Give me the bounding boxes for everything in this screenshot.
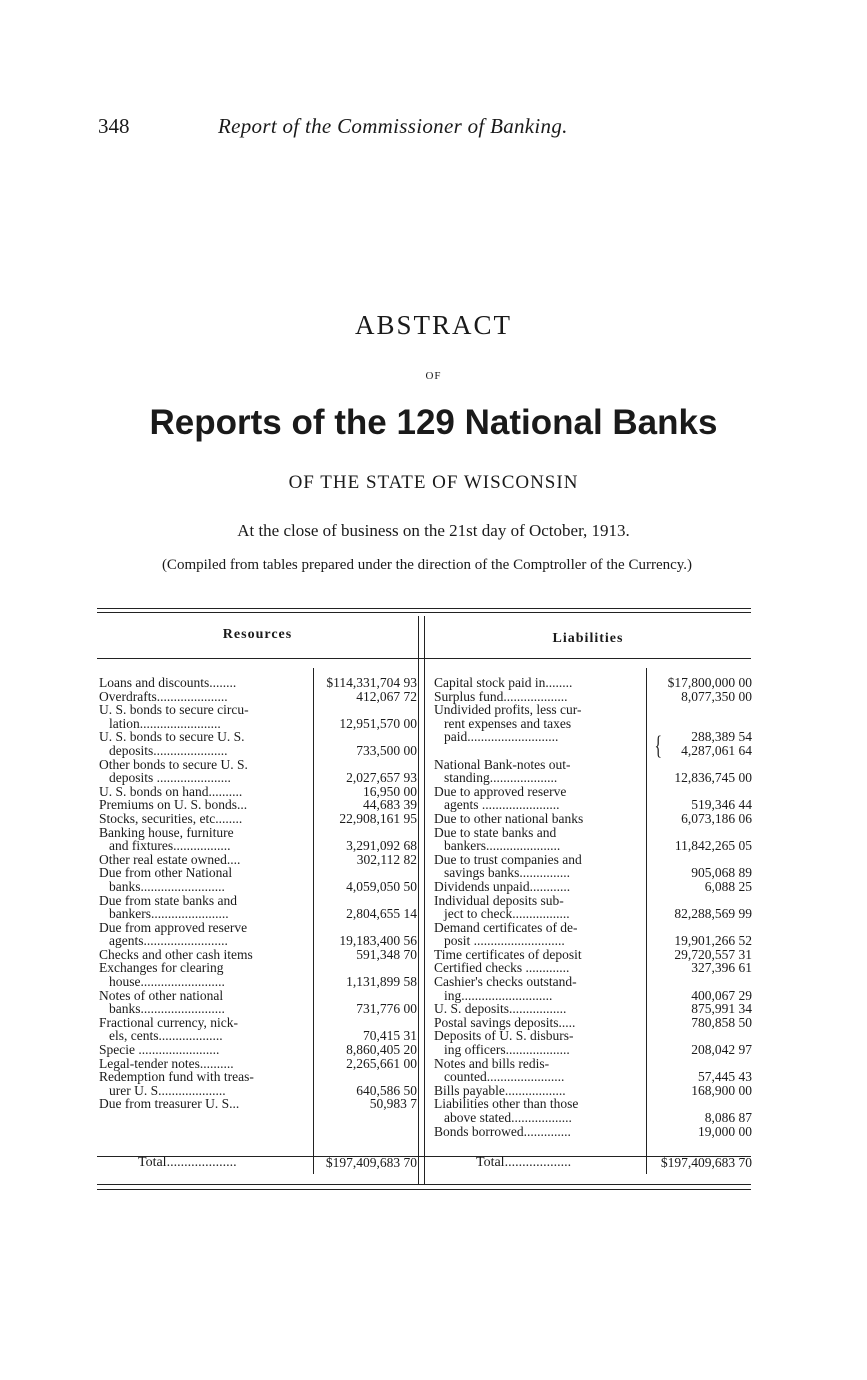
table-top-rule (97, 608, 751, 609)
amount-cell (314, 961, 417, 975)
amount-cell (314, 758, 417, 772)
amount-cell: 731,776 00 (356, 1001, 417, 1017)
list-item: Liabilities other than those (434, 1096, 579, 1112)
liabilities-total: $197,409,683 70 (660, 1155, 752, 1170)
list-item: Due to state banks and (434, 824, 557, 840)
list-item: Dividends unpaid............ (434, 878, 571, 894)
list-item: bankers...................... (444, 838, 561, 854)
list-item: Certified checks ............. (434, 960, 570, 976)
amount-cell (314, 921, 417, 935)
list-item: counted....................... (444, 1069, 565, 1085)
amount-cell: 19,000 00 (698, 1123, 752, 1139)
amount-cell: 29,720,557 31 (674, 946, 752, 962)
list-item: Banking house, furniture (99, 824, 234, 840)
list-item: Due to other national banks (434, 810, 584, 826)
list-item: Bills payable.................. (434, 1082, 566, 1098)
list-item: ing officers................... (444, 1042, 570, 1058)
table-bottom-rule (97, 1184, 751, 1185)
amount-cell: 11,842,265 05 (674, 838, 752, 854)
amount-cell: 412,067 72 (356, 688, 417, 704)
amount-cell: 640,586 50 (356, 1082, 417, 1098)
amount-cell (314, 1016, 417, 1030)
amount-cell (314, 989, 417, 1003)
liabilities-amounts (648, 676, 752, 1138)
amount-cell: 591,348 70 (356, 946, 417, 962)
brace-glyph: { (654, 731, 662, 760)
list-item: Fractional currency, nick- (99, 1014, 238, 1030)
list-item: banks......................... (109, 878, 225, 894)
list-item: banks......................... (109, 1001, 225, 1017)
amount-cell: 875,991 34 (691, 1001, 752, 1017)
amount-cell: 12,836,745 00 (674, 770, 752, 786)
liabilities-amount-divider (646, 668, 647, 1174)
amount-cell: 208,042 97 (691, 1042, 752, 1058)
amount-cell: 6,088 25 (704, 878, 752, 894)
list-item: house......................... (109, 974, 225, 990)
amount-cell: 400,067 29 (691, 987, 752, 1003)
list-item: Due to trust companies and (434, 851, 582, 867)
list-item: Other real estate owned.... (99, 851, 241, 867)
amount-cell: 327,396 61 (691, 960, 752, 976)
dateline: At the close of business on the 21st day of October, 1913. (237, 521, 630, 540)
amount-cell: 3,291,092 68 (346, 838, 417, 854)
list-item: and fixtures................. (109, 838, 231, 854)
list-item: bankers....................... (109, 906, 229, 922)
list-item: Deposits of U. S. disburs- (434, 1028, 574, 1044)
list-item: U. S. bonds on hand.......... (99, 783, 243, 799)
list-item: U. S. bonds to secure U. S. (99, 729, 245, 745)
amount-cell (314, 703, 417, 717)
amount-cell: 4,059,050 50 (346, 878, 417, 894)
list-item: posit ........................... (444, 933, 565, 949)
list-item: ing........................... (444, 987, 553, 1003)
resources-header: Resources (222, 627, 293, 642)
amount-cell (648, 894, 752, 908)
list-item: U. S. bonds to secure circu- (99, 702, 249, 718)
list-item: savings banks............... (444, 865, 570, 881)
amount-cell (648, 921, 752, 935)
amount-cell: 44,683 39 (363, 797, 417, 813)
amount-cell: 8,077,350 00 (681, 688, 752, 704)
amount-cell: 8,860,405 20 (346, 1042, 417, 1058)
amount-cell: 168,900 00 (691, 1082, 752, 1098)
amount-cell (314, 826, 417, 840)
list-item: paid........................... (444, 729, 559, 745)
list-item: Stocks, securities, etc........ (99, 810, 243, 826)
list-item: Due from treasurer U. S... (99, 1096, 240, 1112)
table-bottom-rule-2 (97, 1189, 751, 1190)
amount-cell (648, 975, 752, 989)
list-item: Loans and discounts........ (99, 675, 237, 690)
center-divider (418, 616, 419, 1184)
of-heading: OF (425, 370, 442, 382)
list-item: Redemption fund with treas- (99, 1069, 254, 1085)
amount-cell (648, 703, 752, 717)
resources-total-label: Total.................... (138, 1155, 237, 1170)
amount-cell: 302,112 82 (356, 851, 417, 867)
list-item: urer U. S.................... (109, 1082, 226, 1098)
amount-cell: 57,445 43 (698, 1069, 752, 1085)
amount-cell (314, 1070, 417, 1084)
liabilities-header: Liabilities (552, 631, 624, 646)
list-item: Due from state banks and (99, 892, 237, 908)
amount-cell: 19,901,266 52 (674, 933, 752, 949)
amount-cell (648, 826, 752, 840)
list-item: Specie ........................ (99, 1042, 220, 1058)
report-title: Reports of the 129 National Banks (149, 403, 718, 442)
amount-cell: 2,027,657 93 (346, 770, 417, 786)
amount-cell: 780,858 50 (691, 1014, 752, 1030)
amount-cell (648, 1029, 752, 1043)
amount-cell: 70,415 31 (363, 1028, 417, 1044)
list-item: lation........................ (109, 715, 221, 731)
page-number: 348 (98, 114, 130, 138)
amount-cell (648, 717, 752, 731)
amount-cell: 16,950 00 (363, 783, 417, 799)
amount-cell (648, 785, 752, 799)
list-item: standing.................... (444, 770, 558, 786)
amount-cell: 4,287,061 64 (681, 742, 752, 758)
list-item: deposits ...................... (109, 770, 231, 786)
amount-cell: 82,288,569 99 (674, 906, 752, 922)
amount-cell: 288,389 54 (691, 729, 752, 745)
list-item: Due to approved reserve (434, 783, 567, 799)
resources-list (99, 676, 311, 1111)
amount-cell: 12,951,570 00 (339, 715, 417, 731)
amount-cell: 519,346 44 (691, 797, 752, 813)
list-item (434, 744, 644, 758)
liabilities-list (434, 676, 644, 1138)
list-item: Cashier's checks outstand- (434, 974, 577, 990)
amount-cell: $114,331,704 93 (326, 675, 417, 690)
list-item: Premiums on U. S. bonds... (99, 797, 248, 813)
list-item: Legal-tender notes.......... (99, 1055, 234, 1071)
list-item: Due from approved reserve (99, 919, 248, 935)
amount-cell (648, 1097, 752, 1111)
amount-cell (314, 894, 417, 908)
list-item: Exchanges for clearing (99, 960, 224, 976)
list-item: Surplus fund................... (434, 688, 568, 704)
table-top-rule-2 (97, 612, 751, 613)
amount-cell: 1,131,899 58 (346, 974, 417, 990)
list-item: Overdrafts..................... (99, 688, 228, 704)
list-item: U. S. deposits................. (434, 1001, 567, 1017)
amount-cell: 2,265,661 00 (346, 1055, 417, 1071)
amount-cell (648, 853, 752, 867)
list-item: Demand certificates of de- (434, 919, 578, 935)
amount-cell: 905,068 89 (691, 865, 752, 881)
amount-cell: 22,908,161 95 (339, 810, 417, 826)
list-item: Postal savings deposits..... (434, 1014, 576, 1030)
list-item: Notes and bills redis- (434, 1055, 550, 1071)
compiled-note: (Compiled from tables prepared under the direction of the Comptroller of the Currency.) (161, 557, 693, 573)
amount-cell: 733,500 00 (356, 742, 417, 758)
amount-cell: 8,086 87 (704, 1110, 752, 1125)
list-item: National Bank-notes out- (434, 756, 571, 772)
running-title: Report of the Commissioner of Banking. (218, 114, 568, 138)
list-item: Capital stock paid in........ (434, 675, 573, 690)
list-item: agents ....................... (444, 797, 560, 813)
liabilities-total-label: Total................... (476, 1155, 572, 1170)
list-item: Notes of other national (99, 987, 224, 1003)
amount-cell (648, 758, 752, 772)
list-item: Undivided profits, less cur- (434, 702, 582, 718)
list-item: deposits...................... (109, 742, 228, 758)
amount-cell (648, 1057, 752, 1071)
list-item: agents......................... (109, 933, 228, 949)
amount-cell (314, 730, 417, 744)
list-item: above stated.................. (444, 1110, 572, 1125)
abstract-heading: ABSTRACT (354, 310, 513, 340)
list-item: Time certificates of deposit (434, 946, 582, 962)
list-item: Individual deposits sub- (434, 892, 564, 908)
amount-cell: 50,983 7 (369, 1096, 417, 1112)
amount-cell (314, 866, 417, 880)
center-divider-2 (424, 616, 425, 1184)
list-item: els, cents................... (109, 1028, 223, 1044)
amount-cell: $17,800,000 00 (667, 675, 752, 690)
list-item: Checks and other cash items (99, 946, 253, 962)
resources-total: $197,409,683 70 (325, 1155, 417, 1170)
amount-cell: 6,073,186 06 (681, 810, 752, 826)
state-subtitle: OF THE STATE OF WISCONSIN (288, 472, 579, 493)
list-item: Due from other National (99, 865, 233, 881)
list-item: rent expenses and taxes (444, 715, 572, 731)
resources-amounts (314, 676, 417, 1111)
list-item: ject to check................. (444, 906, 570, 922)
list-item: Bonds borrowed.............. (434, 1123, 571, 1139)
list-item: Other bonds to secure U. S. (99, 756, 248, 772)
amount-cell: 19,183,400 56 (339, 933, 417, 949)
amount-cell: 2,804,655 14 (346, 906, 417, 922)
